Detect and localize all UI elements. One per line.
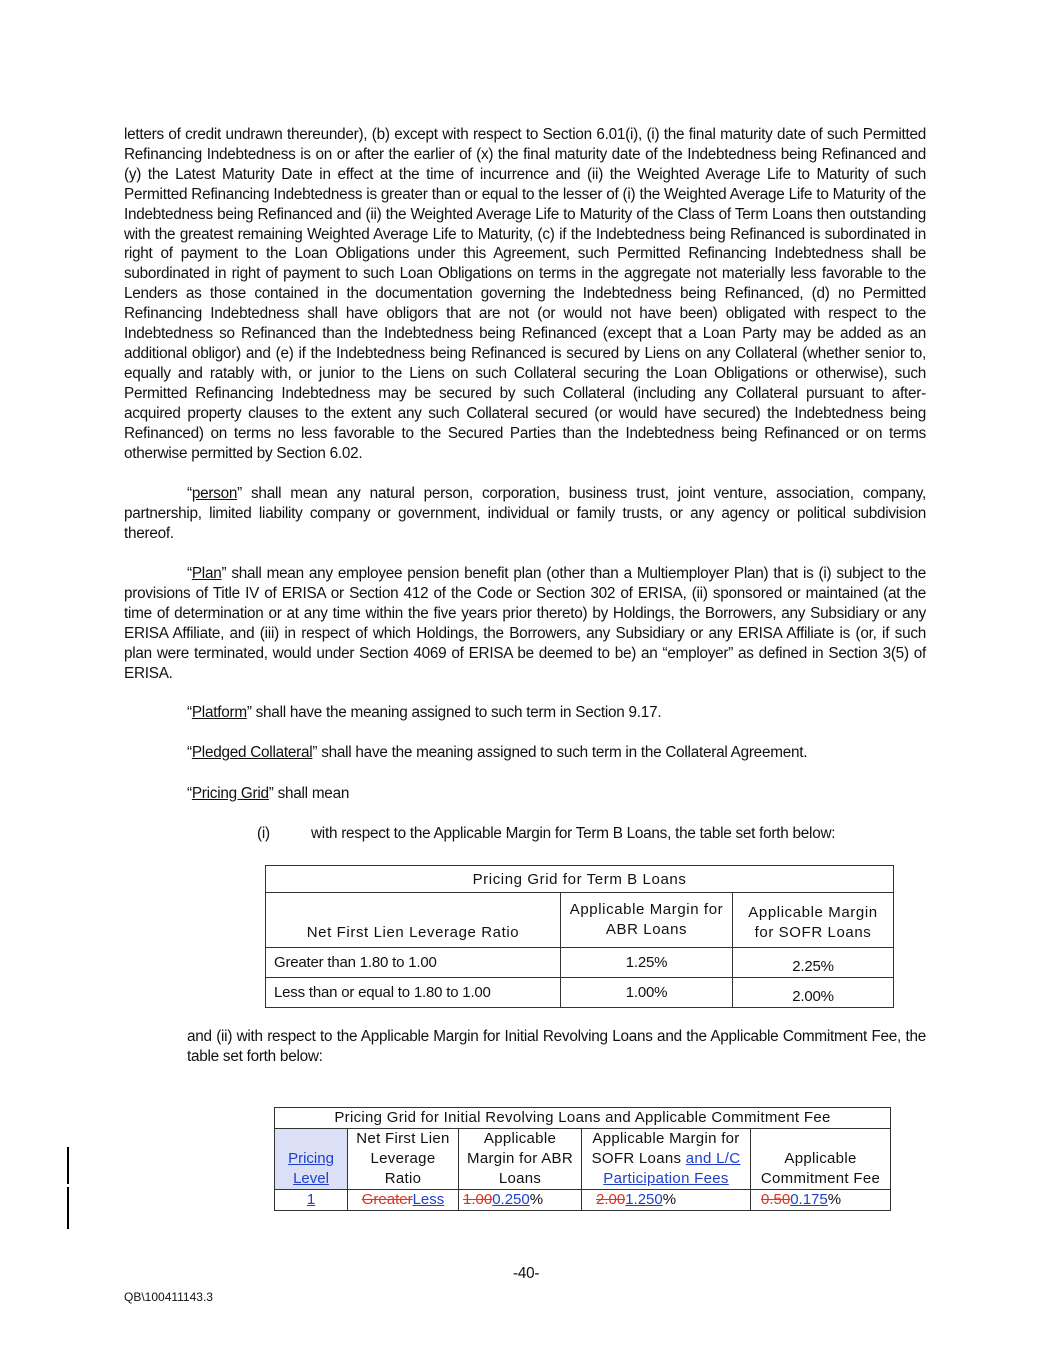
table1-header-ratio: Net First Lien Leverage Ratio: [266, 893, 561, 948]
pricing-grid-revolving-table: [274, 1107, 891, 1211]
table2-header-level: [275, 1129, 348, 1190]
table1-cell-abr: 1.00%: [561, 978, 733, 1008]
term-pledged-collateral: Pledged Collateral: [191, 744, 313, 761]
item-i-text: with respect to the Applicable Margin for Term B Loans, the table set forth below:: [311, 825, 836, 842]
deleted-text: Greater: [361, 1191, 413, 1208]
pricing-grid-term-b-table: [265, 865, 894, 1008]
term-person: person: [191, 485, 238, 502]
table1-cell-ratio: Less than or equal to 1.80 to 1.00: [266, 978, 561, 1008]
definition-pricing-grid: “Pricing Grid” shall mean: [187, 785, 350, 802]
table1-header-abr: Applicable Margin for ABR Loans: [561, 893, 733, 948]
definition-platform: “Platform” shall have the meaning assigned to such term in Section 9.17.: [187, 704, 662, 721]
definition-platform-text: ” shall have the meaning assigned to such term in Section 9.17.: [246, 704, 662, 721]
item-ii-text: and (ii) with respect to the Applicable Margin for Initial Revolving Loans and the Applicable Commitment Fee, the table set forth below:: [187, 1028, 926, 1065]
table2-header-sofr: [582, 1129, 751, 1190]
table1-cell-sofr: 2.00%: [733, 978, 894, 1008]
definition-pledged-collateral-text: ” shall have the meaning assigned to such term in the Collateral Agreement.: [312, 744, 808, 761]
paragraph-refinancing: letters of credit undrawn thereunder), (b) except with respect to Section 6.01(i), (i) the final maturity date of such Permitted Refinancing Indebtedness is on or after the earlier of (x) the final maturity date of the Indebtedness being Refinanced and (y) the Latest Maturity Date in effect at the time of incurrence and (ii) the Weighted Average Life to Maturity of such Permitted Refinancing Indebtedness is greater than or equal to the lesser of (i) the Weighted Average Life to Maturity of the Indebtedness being Refinanced and (ii) the Weighted Average Life to Maturity of the Class of Term Loans then outstanding with the greatest remaining Weighted Average Life to Maturity, (c) if the Indebtedness being Refinanced is subordinated in right of payment to the Loan Obligations under this Agreement, such Permitted Refinancing Indebtedness shall be subordinated in right of payment to such Loan Obligations on terms in the aggregate not materially less favorable to the Lenders as those contained in the documentation governing the Indebtedness being Refinanced, (d) no Permitted Refinancing Indebtedness shall have obligors that are not (or would not have been) obligated with respect to the Indebtedness so Refinanced than the Indebtedness being Refinanced (except that a Loan Party may be added as an additional obligor) and (e) if the Indebtedness being Refinanced is secured by Liens on any Collateral (whether senior to, equally and ratably with, or junior to the Liens on such Collateral securing the Loan Obligations or otherwise), such Permitted Refinancing Indebtedness may be secured by such Collateral (including any Collateral pursuant to after-acquired property clauses to the extent any such Collateral secured (or would have secured) the Indebtedness being Refinanced) on terms no less favorable to the Secured Parties than the Indebtedness being Refinanced or on terms otherwise permitted by Section 6.02.: [124, 126, 926, 462]
definition-plan-text: ” shall mean any employee pension benefit plan (other than a Multiemployer Plan) that is (i) subject to the provisions of Title IV of ERISA or Section 412 of the Code or Section 302 of ERISA, (ii) sponsored or maintained (at the time of determination or at any time within the five years prior thereto) by Holdings, the Borrowers, any Subsidiary or any ERISA Affiliate, and (iii) in respect of which Holdings, the Borrowers, any Subsidiary or any ERISA Affiliate is (or, if such plan were terminated, would under Section 4069 of ERISA be deemed to be) an “employer” as defined in Section 3(5) of ERISA.: [124, 565, 926, 682]
percent-sign: %: [662, 1191, 677, 1208]
table1-header-sofr: Applicable Margin for SOFR Loans: [733, 893, 894, 948]
table2-cell-ratio: [348, 1190, 459, 1211]
definition-pricing-grid-text: ” shall mean: [268, 785, 350, 802]
inserted-text: 0.175: [790, 1191, 828, 1208]
inserted-text: 0.250: [492, 1191, 530, 1208]
table2-cell-fee: [751, 1190, 891, 1211]
percent-sign: %: [827, 1191, 842, 1208]
change-bar: [67, 1187, 69, 1229]
definition-plan: “Plan” shall mean any employee pension benefit plan (other than a Multiemployer Plan) that is (i) subject to the provisions of Title IV of ERISA or Section 412 of the Code or Section 302 of ERISA, (ii) sponsored or maintained (at the time of determination or at any time within the five years prior thereto) by Holdings, the Borrowers, any Subsidiary or any ERISA Affiliate, and (iii) in respect of which Holdings, the Borrowers, any Subsidiary or any ERISA Affiliate is (or, if such plan were terminated, would under Section 4069 of ERISA be deemed to be) an “employer” as defined in Section 3(5) of ERISA.: [124, 565, 926, 682]
term-pricing-grid: Pricing Grid: [191, 785, 269, 802]
table-row: [275, 1190, 891, 1211]
table2-header-level-text: Pricing Level: [288, 1150, 334, 1187]
table1-cell-ratio: Greater than 1.80 to 1.00: [266, 948, 561, 978]
definition-person: “person” shall mean any natural person, corporation, business trust, joint venture, association, company, partnership, limited liability company or government, individual or family trusts, or any agency or political subdivision thereof.: [124, 485, 926, 542]
table2-cell-level: [275, 1190, 348, 1211]
deleted-text: 0.50: [761, 1191, 791, 1208]
table2-cell-sofr: [582, 1190, 751, 1211]
page-number: -40-: [513, 1265, 540, 1282]
table-row: [266, 948, 894, 978]
table2-header-fee: Applicable Commitment Fee: [751, 1129, 891, 1190]
item-i-number: (i): [257, 825, 270, 842]
term-platform: Platform: [191, 704, 247, 721]
definition-pledged-collateral: “Pledged Collateral” shall have the meaning assigned to such term in the Collateral Agreement.: [187, 744, 808, 761]
inserted-text: 1.250: [625, 1191, 663, 1208]
table2-header-ratio: Net First Lien Leverage Ratio: [348, 1129, 459, 1190]
table2-level-value: 1: [306, 1191, 316, 1208]
table2-header-sofr-b: and L/C Participation Fees: [603, 1150, 741, 1187]
table2-header-sofr-a: Applicable Margin for SOFR Loans: [591, 1130, 740, 1167]
table-row: [266, 978, 894, 1008]
table2-cell-abr: [459, 1190, 582, 1211]
table1-cell-sofr: 2.25%: [733, 948, 894, 978]
table2-header-abr: Applicable Margin for ABR Loans: [459, 1129, 582, 1190]
definition-person-text: ” shall mean any natural person, corporation, business trust, joint venture, association, company, partnership, limited liability company or government, individual or family trusts, or any agency or political subdivision thereof.: [124, 485, 926, 542]
table1-title: Pricing Grid for Term B Loans: [266, 866, 894, 893]
deleted-text: 1.00: [463, 1191, 493, 1208]
table2-title: Pricing Grid for Initial Revolving Loans and Applicable Commitment Fee: [275, 1108, 891, 1129]
term-plan: Plan: [191, 565, 222, 582]
percent-sign: %: [529, 1191, 544, 1208]
change-bar: [67, 1147, 69, 1184]
inserted-text: Less: [412, 1191, 445, 1208]
table1-cell-abr: 1.25%: [561, 948, 733, 978]
deleted-text: 2.00: [596, 1191, 626, 1208]
document-id: QB\100411143.3: [124, 1290, 213, 1304]
